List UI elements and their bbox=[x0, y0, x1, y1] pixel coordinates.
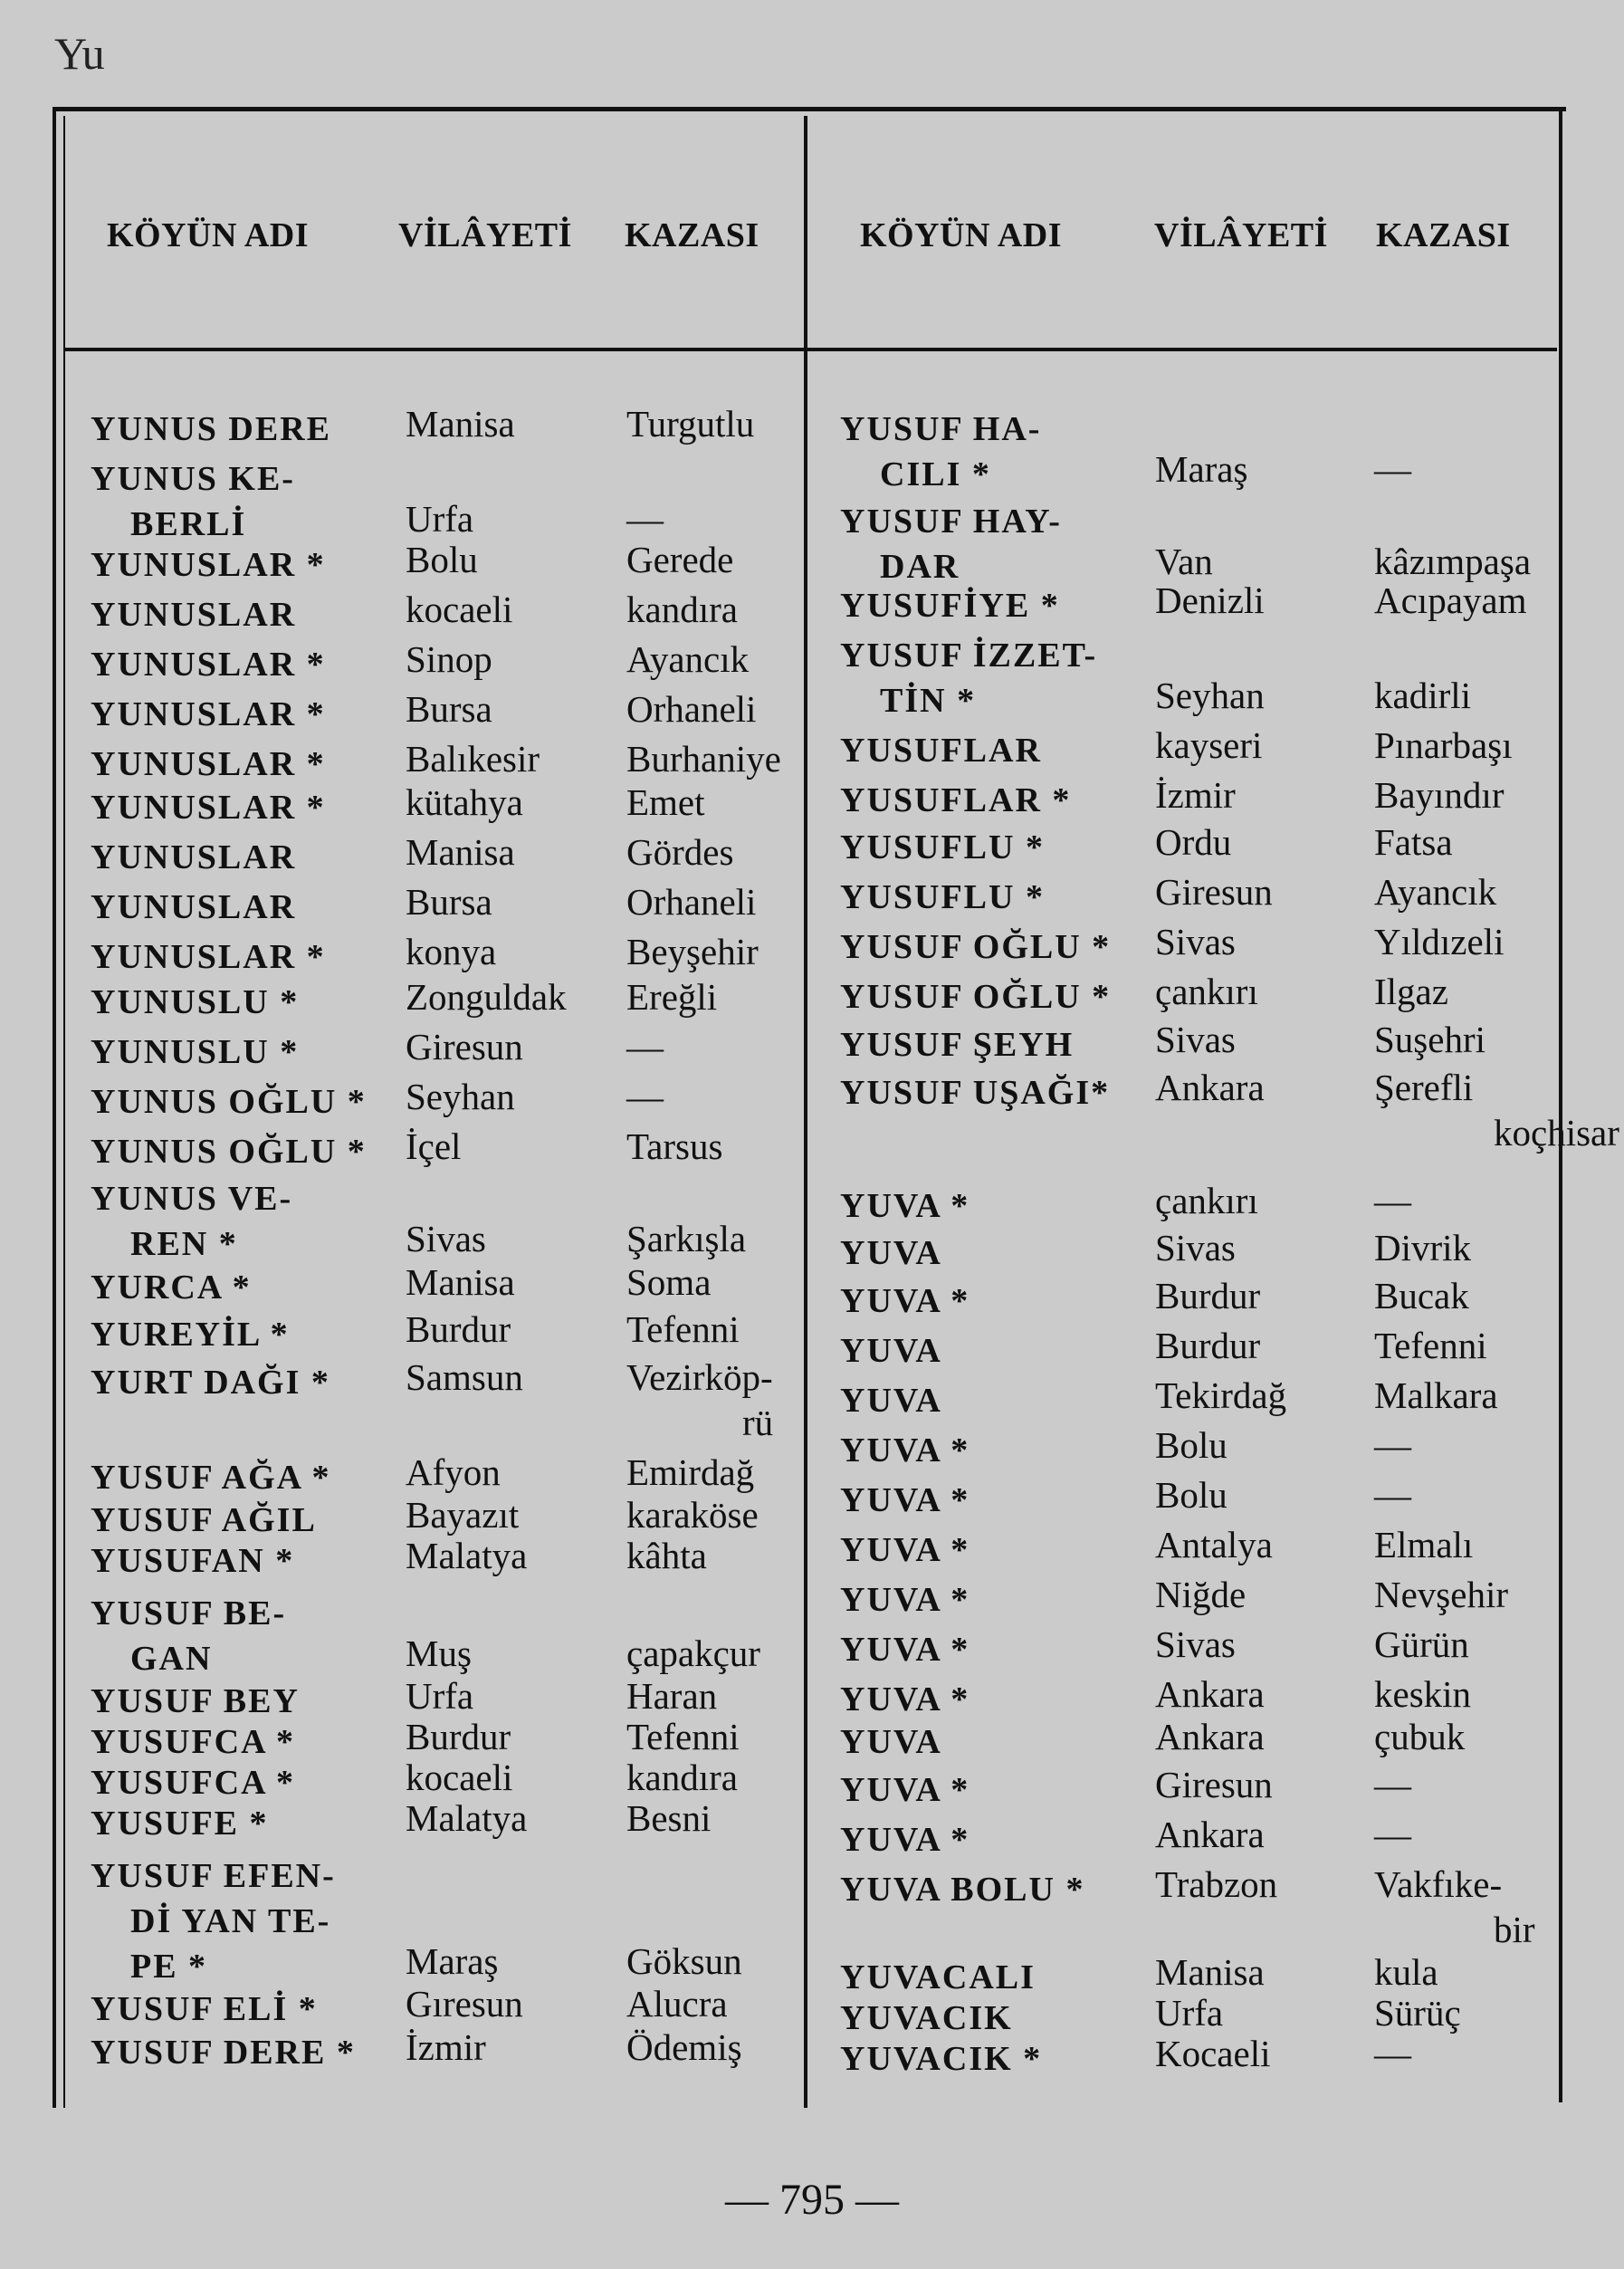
district-cell: Vakfıke- bbox=[1374, 1863, 1503, 1905]
province-cell: Tekirdağ bbox=[1155, 1374, 1287, 1416]
village-name: YUVA * bbox=[840, 1282, 970, 1320]
district-cell: — bbox=[1374, 1764, 1411, 1805]
section-mark: Yu bbox=[54, 28, 105, 79]
province-cell: Muş bbox=[406, 1632, 472, 1674]
district-cell: Burhaniye bbox=[626, 738, 781, 780]
district-cell: Ayancık bbox=[1374, 871, 1497, 913]
village-name: YUNUSLAR * bbox=[91, 546, 326, 584]
village-name: YUSUF UŞAĞI* bbox=[840, 1074, 1111, 1112]
province-cell: Sivas bbox=[1155, 1227, 1236, 1269]
village-name: YUSUF BE- bbox=[91, 1594, 287, 1632]
village-name: YUSUFLU * bbox=[840, 828, 1045, 866]
province-cell: Sivas bbox=[406, 1218, 486, 1259]
province-cell: Manisa bbox=[406, 1261, 515, 1303]
district-cell: Emirdağ bbox=[626, 1451, 755, 1493]
province-cell: Burdur bbox=[406, 1716, 511, 1757]
village-name: CILI * bbox=[880, 455, 991, 493]
district-cell: kandıra bbox=[626, 589, 738, 630]
district-cell: Suşehri bbox=[1374, 1019, 1485, 1060]
village-name: REN * bbox=[130, 1225, 238, 1263]
village-name: YUNUS OĞLU * bbox=[91, 1133, 367, 1171]
district-cell: Emet bbox=[626, 781, 705, 823]
right-border bbox=[1559, 110, 1562, 2102]
district-cell: — bbox=[1374, 1474, 1411, 1516]
district-cell: — bbox=[1374, 1424, 1411, 1466]
province-cell: Bolu bbox=[406, 539, 478, 580]
district-cell-continued: bir bbox=[1494, 1909, 1535, 1950]
village-name: YUSUF İZZET- bbox=[840, 637, 1098, 675]
district-cell: — bbox=[626, 1076, 664, 1117]
province-cell: Malatya bbox=[406, 1535, 528, 1576]
province-cell: Gıresun bbox=[406, 1983, 523, 2025]
village-name: PE * bbox=[130, 1948, 208, 1986]
village-name: YUVA bbox=[840, 1723, 942, 1761]
village-name: YUSUFCA * bbox=[91, 1723, 295, 1761]
village-name: YURCA * bbox=[91, 1269, 252, 1307]
province-cell: çankırı bbox=[1155, 971, 1258, 1012]
village-name: YUVA BOLU * bbox=[840, 1871, 1085, 1909]
village-name: YUSUF HA- bbox=[840, 410, 1042, 448]
province-cell: Denizli bbox=[1155, 579, 1265, 621]
village-name: YUNUSLAR bbox=[91, 838, 297, 876]
village-name: YUSUFE * bbox=[91, 1805, 269, 1843]
village-name: YUSUF OĞLU * bbox=[840, 928, 1112, 966]
village-name: YUNUSLAR * bbox=[91, 938, 326, 976]
village-name: YUVA * bbox=[840, 1771, 970, 1809]
village-name: YUSUF AĞA * bbox=[91, 1459, 331, 1497]
village-name: Dİ YAN TE- bbox=[130, 1902, 331, 1940]
district-cell: Bucak bbox=[1374, 1275, 1469, 1316]
village-name: YUNUS OĞLU * bbox=[91, 1083, 367, 1121]
village-name: YUSUFİYE * bbox=[840, 587, 1060, 625]
province-cell: Ordu bbox=[1155, 821, 1232, 863]
inner-left-border bbox=[63, 116, 65, 2108]
village-name: YUNUSLAR bbox=[91, 596, 297, 634]
village-name: YUSUF OĞLU * bbox=[840, 978, 1112, 1016]
village-name: YUVA * bbox=[840, 1187, 970, 1225]
district-cell: Bayındır bbox=[1374, 774, 1505, 816]
district-cell: Sürüç bbox=[1374, 1992, 1461, 2034]
province-cell: Ankara bbox=[1155, 1716, 1265, 1757]
district-cell: Divrik bbox=[1374, 1227, 1472, 1269]
district-cell: keskin bbox=[1374, 1673, 1472, 1715]
district-cell: Soma bbox=[626, 1261, 712, 1303]
province-cell: Kocaeli bbox=[1155, 2033, 1271, 2074]
village-name: YUSUF ŞEYH bbox=[840, 1026, 1075, 1064]
district-cell: Orhaneli bbox=[626, 881, 757, 923]
district-cell: Ödemiş bbox=[626, 2026, 742, 2068]
village-name: YUSUF DERE * bbox=[91, 2034, 356, 2072]
province-cell: Giresun bbox=[1155, 1764, 1273, 1805]
province-cell: Bayazıt bbox=[406, 1494, 520, 1536]
district-cell: — bbox=[1374, 2033, 1411, 2074]
district-cell: Ayancık bbox=[626, 638, 750, 680]
village-name: YUVA bbox=[840, 1234, 942, 1272]
district-cell: Şerefli bbox=[1374, 1067, 1474, 1108]
village-name: YUSUFLAR bbox=[840, 732, 1042, 770]
province-cell: Balıkesir bbox=[406, 738, 540, 780]
district-cell: Tefenni bbox=[1374, 1325, 1487, 1366]
province-cell: Antalya bbox=[1155, 1524, 1273, 1565]
province-cell: İzmir bbox=[1155, 774, 1236, 816]
province-cell: kayseri bbox=[1155, 724, 1263, 766]
province-cell: Zonguldak bbox=[406, 976, 567, 1018]
village-name: YUSUF EFEN- bbox=[91, 1857, 336, 1895]
district-cell: Yıldızeli bbox=[1374, 921, 1505, 962]
district-cell: kula bbox=[1374, 1951, 1438, 1993]
province-cell: Burdur bbox=[1155, 1325, 1261, 1366]
village-name: DAR bbox=[880, 548, 960, 586]
village-name: YUVA bbox=[840, 1332, 942, 1370]
province-cell: İzmir bbox=[406, 2026, 486, 2068]
province-cell: Bolu bbox=[1155, 1424, 1228, 1466]
district-cell: Malkara bbox=[1374, 1374, 1498, 1416]
village-name: YUVA bbox=[840, 1382, 942, 1420]
district-cell: — bbox=[1374, 1180, 1411, 1221]
district-cell: Nevşehir bbox=[1374, 1574, 1509, 1615]
province-cell: konya bbox=[406, 931, 497, 972]
province-cell: Trabzon bbox=[1155, 1863, 1278, 1905]
province-cell: Afyon bbox=[406, 1451, 501, 1493]
village-name: YUVA * bbox=[840, 1821, 970, 1859]
district-cell: Şarkışla bbox=[626, 1218, 747, 1259]
district-cell: Ereğli bbox=[626, 976, 718, 1018]
header-district-left: KAZASI bbox=[625, 216, 759, 254]
province-cell: Seyhan bbox=[406, 1076, 515, 1117]
district-cell: Besni bbox=[626, 1797, 712, 1839]
district-cell: çapakçur bbox=[626, 1632, 760, 1674]
village-name: YUNUSLAR * bbox=[91, 695, 326, 733]
village-name: YUVA * bbox=[840, 1431, 970, 1470]
left-border bbox=[53, 107, 56, 2108]
district-cell: Göksun bbox=[626, 1940, 742, 1982]
village-name: YUNUSLAR bbox=[91, 888, 297, 926]
province-cell: Bolu bbox=[1155, 1474, 1228, 1516]
village-name: YUVACIK * bbox=[840, 2040, 1043, 2078]
village-name: YUNUSLAR * bbox=[91, 789, 326, 827]
village-name: YUSUFLAR * bbox=[840, 781, 1072, 819]
top-rule bbox=[53, 107, 1566, 111]
village-name: YUSUF ELİ * bbox=[91, 1990, 318, 2028]
province-cell: Sinop bbox=[406, 638, 492, 680]
district-cell: Fatsa bbox=[1374, 821, 1453, 863]
district-cell: — bbox=[626, 1026, 664, 1067]
province-cell: Seyhan bbox=[1155, 675, 1265, 716]
village-name: YUVA * bbox=[840, 1680, 970, 1719]
province-cell: Sivas bbox=[1155, 921, 1236, 962]
village-name: YUNUS KE- bbox=[91, 460, 295, 498]
district-cell: Gördes bbox=[626, 831, 734, 873]
district-cell: Orhaneli bbox=[626, 688, 757, 730]
province-cell: Burdur bbox=[406, 1308, 511, 1350]
province-cell: Sivas bbox=[1155, 1623, 1236, 1665]
village-name: YUNUSLAR * bbox=[91, 646, 326, 684]
district-cell: Acıpayam bbox=[1374, 579, 1527, 621]
province-cell: Urfa bbox=[406, 498, 474, 540]
district-cell: Pınarbaşı bbox=[1374, 724, 1513, 766]
page-number: — 795 — bbox=[725, 2176, 899, 2224]
province-cell: Malatya bbox=[406, 1797, 528, 1839]
province-cell: Manisa bbox=[406, 831, 515, 873]
district-cell: Tefenni bbox=[626, 1308, 740, 1350]
village-name: YURT DAĞI * bbox=[91, 1364, 330, 1402]
header-province-right: VİLÂYETİ bbox=[1154, 216, 1328, 254]
province-cell: kocaeli bbox=[406, 589, 513, 630]
district-cell: Gerede bbox=[626, 539, 734, 580]
village-name: YUVA * bbox=[840, 1481, 970, 1519]
province-cell: Maraş bbox=[406, 1940, 499, 1982]
province-cell: Urfa bbox=[406, 1675, 474, 1717]
province-cell: Sivas bbox=[1155, 1019, 1236, 1060]
village-name: YUVA * bbox=[840, 1631, 970, 1669]
district-cell: Alucra bbox=[626, 1983, 728, 2025]
village-name: YUSUFCA * bbox=[91, 1764, 295, 1802]
header-district-right: KAZASI bbox=[1376, 216, 1511, 254]
province-cell: Samsun bbox=[406, 1356, 523, 1398]
village-name: YUVACALI bbox=[840, 1958, 1036, 1996]
province-cell: kütahya bbox=[406, 781, 523, 823]
province-cell: Urfa bbox=[1155, 1992, 1224, 2034]
district-cell: kadirli bbox=[1374, 675, 1472, 716]
district-cell: Ilgaz bbox=[1374, 971, 1448, 1012]
village-name: YUNUSLU * bbox=[91, 1033, 300, 1071]
province-cell: Ankara bbox=[1155, 1673, 1265, 1715]
district-cell: Beyşehir bbox=[626, 931, 759, 972]
district-cell: Elmalı bbox=[1374, 1524, 1474, 1565]
village-name: YUNUSLU * bbox=[91, 983, 300, 1021]
header-village-left: KÖYÜN ADI bbox=[107, 216, 310, 254]
village-name: YUREYİL * bbox=[91, 1316, 290, 1354]
province-cell: çankırı bbox=[1155, 1180, 1258, 1221]
district-cell-continued: rü bbox=[742, 1402, 774, 1443]
province-cell: Bursa bbox=[406, 881, 492, 923]
district-cell: çubuk bbox=[1374, 1716, 1466, 1757]
district-cell: — bbox=[1374, 448, 1411, 490]
district-cell: Turgutlu bbox=[626, 403, 755, 445]
province-cell: kocaeli bbox=[406, 1757, 513, 1798]
province-cell: Giresun bbox=[1155, 871, 1273, 913]
village-name: YUVACIK bbox=[840, 1999, 1013, 2037]
province-cell: İçel bbox=[406, 1125, 462, 1167]
village-name: GAN bbox=[130, 1640, 213, 1678]
village-name: YUSUF HAY- bbox=[840, 503, 1062, 541]
district-cell-continued: koçhisar bbox=[1494, 1112, 1619, 1154]
village-name: YUSUFAN * bbox=[91, 1542, 295, 1580]
province-cell: Giresun bbox=[406, 1026, 523, 1067]
province-cell: Manisa bbox=[406, 403, 515, 445]
village-name: YUNUS VE- bbox=[91, 1180, 293, 1218]
district-cell: kâhta bbox=[626, 1535, 707, 1576]
province-cell: Manisa bbox=[1155, 1951, 1265, 1993]
district-cell: Tarsus bbox=[626, 1125, 723, 1167]
province-cell: Niğde bbox=[1155, 1574, 1247, 1615]
province-cell: Ankara bbox=[1155, 1814, 1265, 1855]
village-name: TİN * bbox=[880, 682, 977, 720]
village-name: YUNUSLAR * bbox=[91, 745, 326, 783]
district-cell: — bbox=[626, 498, 664, 540]
district-cell: Tefenni bbox=[626, 1716, 740, 1757]
village-name: YUVA * bbox=[840, 1581, 970, 1619]
province-cell: Burdur bbox=[1155, 1275, 1261, 1316]
district-cell: kandıra bbox=[626, 1757, 738, 1798]
province-cell: Van bbox=[1155, 541, 1213, 582]
province-cell: Maraş bbox=[1155, 448, 1248, 490]
village-name: BERLİ bbox=[130, 505, 247, 543]
village-name: YUSUFLU * bbox=[840, 878, 1045, 916]
header-rule bbox=[63, 348, 1557, 351]
district-cell: Vezirköp- bbox=[626, 1356, 773, 1398]
center-divider bbox=[804, 116, 807, 2108]
header-province-left: VİLÂYETİ bbox=[398, 216, 572, 254]
village-name: YUSUF BEY bbox=[91, 1682, 300, 1720]
district-cell: Gürün bbox=[1374, 1623, 1469, 1665]
district-cell: karaköse bbox=[626, 1494, 759, 1536]
province-cell: Bursa bbox=[406, 688, 492, 730]
district-cell: — bbox=[1374, 1814, 1411, 1855]
village-name: YUVA * bbox=[840, 1531, 970, 1569]
province-cell: Ankara bbox=[1155, 1067, 1265, 1108]
district-cell: Haran bbox=[626, 1675, 718, 1717]
village-name: YUSUF AĞIL bbox=[91, 1501, 317, 1539]
village-name: YUNUS DERE bbox=[91, 410, 331, 448]
header-village-right: KÖYÜN ADI bbox=[860, 216, 1063, 254]
district-cell: kâzımpaşa bbox=[1374, 541, 1532, 582]
